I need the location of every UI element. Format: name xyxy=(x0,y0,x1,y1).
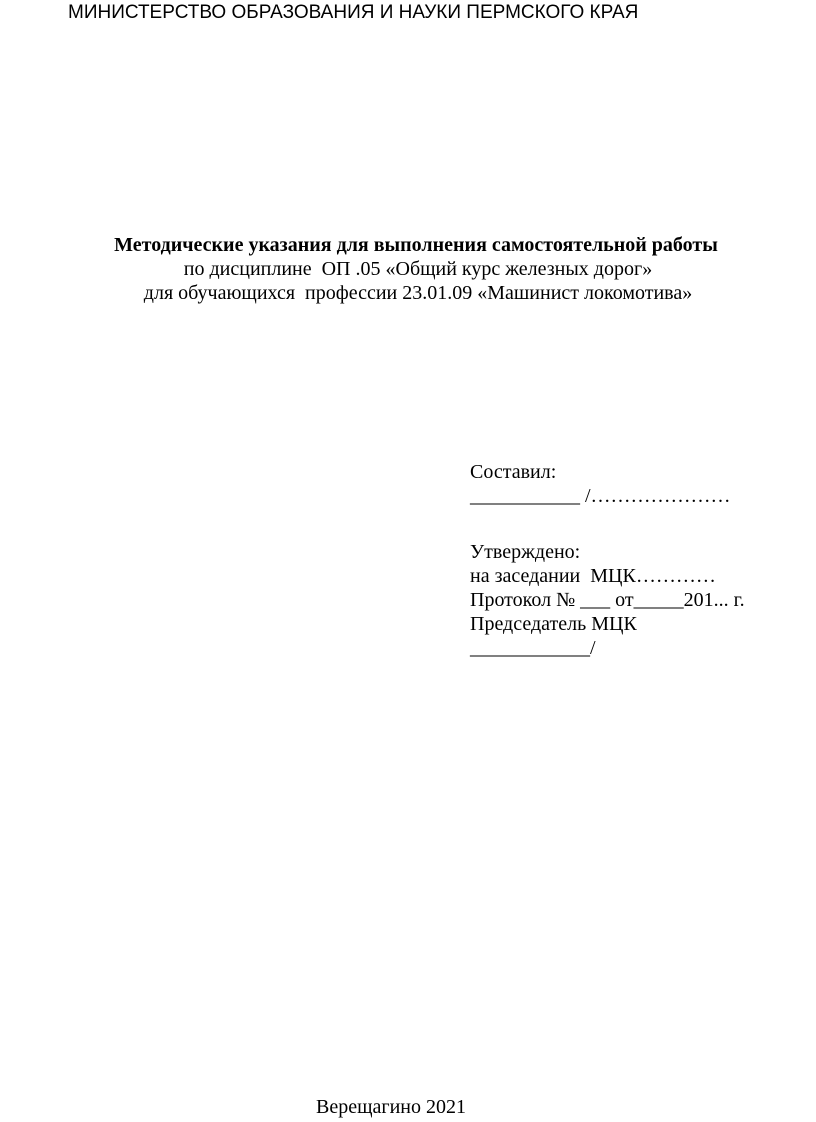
city-year-footer: Верещагино 2021 xyxy=(316,1096,466,1118)
ministry-header: МИНИСТЕРСТВО ОБРАЗОВАНИЯ И НАУКИ ПЕРМСКОГО КРАЯ xyxy=(68,2,639,23)
discipline-line: по дисциплине ОП .05 «Общий курс железных дорог» xyxy=(183,258,653,280)
chair-label: Председатель МЦК xyxy=(470,613,637,635)
document-title-block xyxy=(0,233,816,305)
compiled-by-signature-line: ___________ /………………… xyxy=(470,485,731,507)
approval-meeting-line: на заседании МЦК………… xyxy=(470,565,716,587)
chair-signature-line: ____________/ xyxy=(470,637,596,659)
approved-label: Утверждено: xyxy=(470,541,581,563)
document-title: Методические указания для выполнения самостоятельной работы xyxy=(114,234,718,256)
profession-line: для обучающихся профессии 23.01.09 «Машинист локомотива» xyxy=(143,282,693,304)
compiled-by-block xyxy=(470,460,731,508)
protocol-line: Протокол № ___ от_____201... г. xyxy=(470,589,745,611)
approval-block xyxy=(470,540,745,660)
compiled-by-label: Составил: xyxy=(470,461,557,483)
